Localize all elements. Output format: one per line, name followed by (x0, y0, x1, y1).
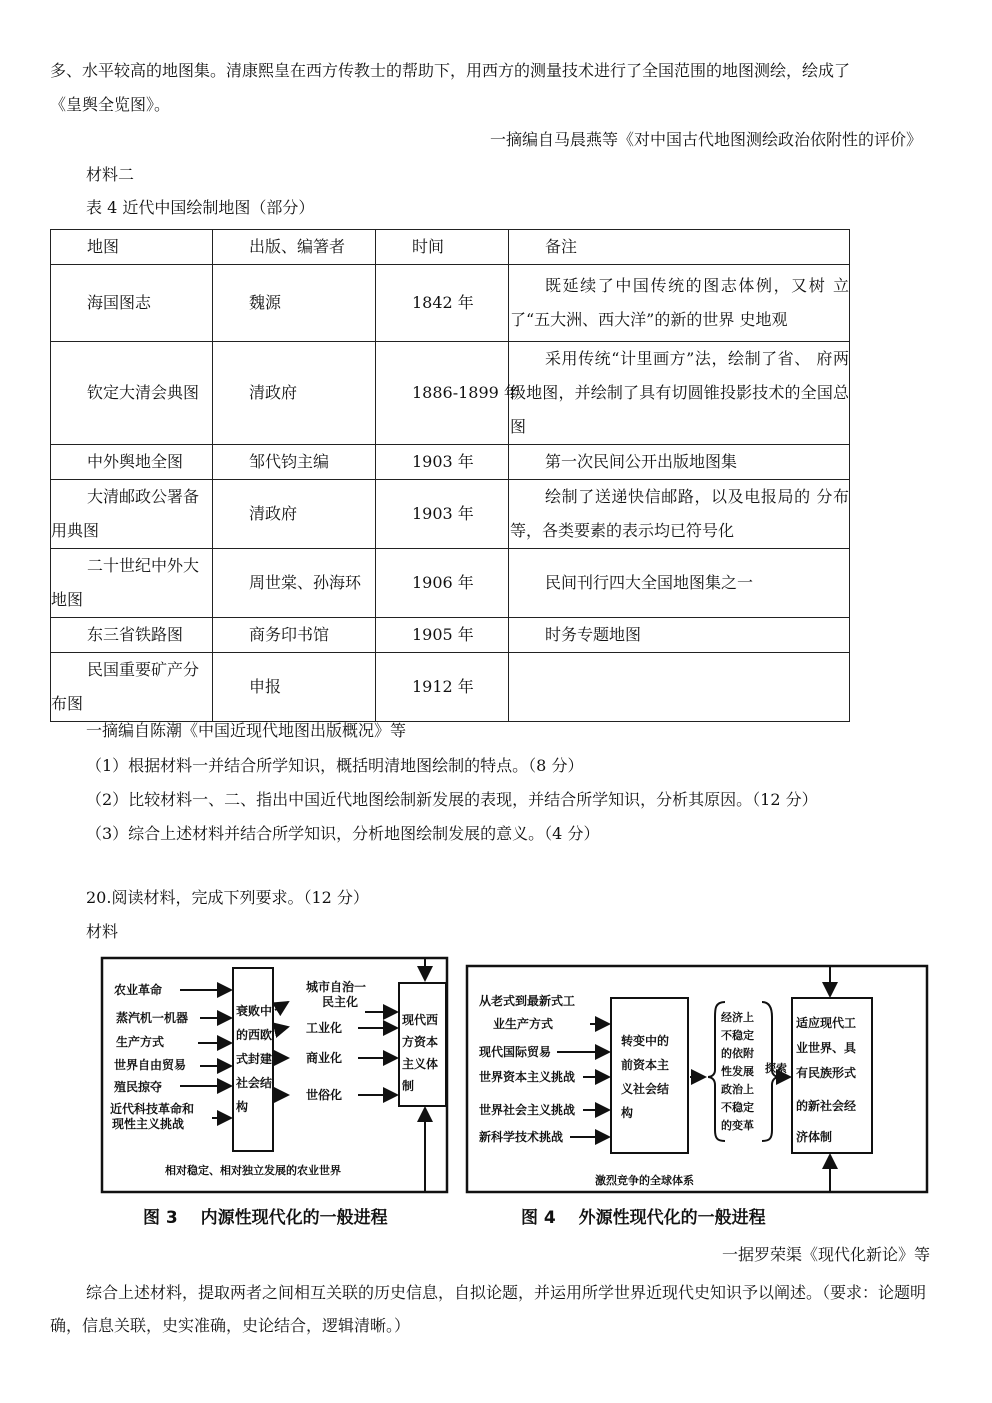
cell-author: 商务印书馆 (213, 618, 376, 653)
cell-time: 1912 年 (376, 653, 509, 722)
fig4-bracket: 经济上 (721, 1011, 754, 1024)
cell-note: 民间刊行四大全国地图集之一 (509, 549, 850, 618)
fig4-result: 有民族形式 (796, 1066, 857, 1080)
cell-time: 1906 年 (376, 549, 509, 618)
fig4-caption: 图 4 外源性现代化的一般进程 (521, 1208, 766, 1228)
cell-note: 绘制了送递快信邮路，以及电报局的 分布等，各类要素的表示均已符号化 (509, 480, 850, 549)
fig3-caption: 图 3 内源性现代化的一般进程 (143, 1208, 388, 1228)
cell-author: 申报 (213, 653, 376, 722)
header-map: 地图 (51, 230, 213, 265)
cell-time: 1903 年 (376, 445, 509, 480)
question-1: （1）根据材料一并结合所学知识，概括明清地图绘制的特点。（8 分） (86, 756, 584, 775)
fig3-branch: 世俗化 (306, 1088, 343, 1102)
fig4-bracket: 的变革 (721, 1119, 754, 1132)
table-row (51, 618, 850, 653)
fig4-result: 济体制 (796, 1130, 833, 1144)
table-row (51, 445, 850, 480)
q20-source: 一据罗荣渠《现代化新论》等 (721, 1245, 930, 1264)
material1-source: 一摘编自马晨燕等《对中国古代地图测绘政治依附性的评价》 (489, 130, 922, 149)
fig4-bracket: 不稳定 (721, 1101, 754, 1114)
fig4-result: 的新社会经 (796, 1099, 857, 1113)
fig4-input: 从老式到最新式工 (479, 994, 576, 1008)
fig3-input: 殖民掠夺 (114, 1080, 163, 1094)
table-header-row (51, 230, 850, 265)
fig3-input: 世界自由贸易 (114, 1058, 187, 1072)
fig3-result: 现代西 (402, 1013, 439, 1027)
fig4-center: 构 (621, 1106, 634, 1120)
fig4-input: 世界社会主义挑战 (479, 1103, 576, 1117)
cell-map: 中外舆地全图 (51, 445, 213, 480)
fig3-center: 衰败中 (236, 1004, 273, 1018)
question-2: （2）比较材料一、二、指出中国近代地图绘制新发展的表现，并结合所学知识，分析其原因。（12 分） (86, 790, 818, 809)
fig3-result: 主义体 (402, 1057, 439, 1071)
table-row (51, 549, 850, 618)
fig4-base: 激烈竞争的全球体系 (595, 1174, 694, 1187)
material2-label: 材料二 (86, 165, 135, 184)
fig3-result: 方资本 (402, 1035, 439, 1049)
fig4-bracket: 性发展 (721, 1065, 754, 1078)
table-title: 表 4 近代中国绘制地图（部分） (86, 198, 315, 217)
cell-note: 采用传统“计里画方”法，绘制了省、 府两级地图，并绘制了具有切圆锥投影技术的全国总图 (509, 342, 850, 445)
cell-map: 大清邮政公署备用典图 (51, 480, 213, 549)
fig3-branch: 工业化 (306, 1021, 343, 1035)
q20-prompt: 综合上述材料，提取两者之间相互关联的历史信息，自拟论题，并运用所学世界近现代史知识予以阐述。（要求：论题明确，信息关联，史实准确，史论结合，逻辑清晰。） (50, 1283, 927, 1335)
fig4-input: 现代国际贸易 (479, 1045, 552, 1059)
fig3-input: 蒸汽机一机器 (116, 1011, 189, 1025)
cell-map: 东三省铁路图 (51, 618, 213, 653)
table-row (51, 653, 850, 722)
table-row (51, 342, 850, 445)
fig3-branch: 城市自治一 (306, 980, 367, 994)
cell-author: 魏源 (213, 265, 376, 342)
fig4-center: 义社会结 (621, 1082, 670, 1096)
fig3-result: 制 (402, 1079, 415, 1093)
fig4-explore: 探索 (765, 1062, 787, 1075)
header-note: 备注 (509, 230, 850, 265)
maps-table (50, 229, 850, 722)
cell-note: 既延续了中国传统的图志体例，又树 立了“五大洲、西大洋”的新的世界 史地观 (509, 265, 850, 342)
fig3-base: 相对稳定、相对独立发展的农业世界 (165, 1164, 341, 1177)
fig3-center: 构 (236, 1100, 249, 1114)
cell-time: 1842 年 (376, 265, 509, 342)
q20-title: 20.阅读材料，完成下列要求。（12 分） (86, 888, 369, 907)
fig3-center: 式封建 (236, 1052, 273, 1066)
fig4-center: 转变中的 (621, 1034, 670, 1048)
fig3-input: 生产方式 (116, 1035, 165, 1049)
fig4-center: 前资本主 (621, 1058, 670, 1072)
cell-author: 清政府 (213, 342, 376, 445)
q20-label: 材料 (86, 922, 119, 941)
fig4-center-box (611, 998, 688, 1153)
material1-line1: 多、水平较高的地图集。清康熙皇在西方传教士的帮助下，用西方的测量技术进行了全国范围的地图测绘，绘成了 (50, 61, 851, 80)
material1-line2: 《皇舆全览图》。 (50, 95, 171, 114)
figure-3 (100, 955, 450, 1201)
cell-author: 周世棠、孙海环 (213, 549, 376, 618)
question-3: （3）综合上述材料并结合所学知识，分析地图绘制发展的意义。（4 分） (86, 824, 600, 843)
material2-source: 一摘编自陈潮《中国近现代地图出版概况》等 (86, 721, 407, 740)
figure-4 (465, 955, 931, 1201)
fig3-center: 的西欧 (236, 1028, 273, 1042)
cell-author: 邹代钧主编 (213, 445, 376, 480)
cell-map: 海国图志 (51, 265, 213, 342)
cell-map: 钦定大清会典图 (51, 342, 213, 445)
table-row (51, 480, 850, 549)
fig4-bracket: 不稳定 (721, 1029, 754, 1042)
cell-map: 二十世纪中外大地图 (51, 549, 213, 618)
header-author: 出版、编箸者 (213, 230, 376, 265)
cell-author: 清政府 (213, 480, 376, 549)
header-time: 时间 (376, 230, 509, 265)
fig3-input: 近代科技革命和 (110, 1102, 195, 1116)
fig3-branch: 民主化 (322, 995, 359, 1009)
fig4-input: 世界资本主义挑战 (479, 1070, 576, 1084)
fig3-center: 社会结 (236, 1076, 273, 1090)
fig3-input: 现性主义挑战 (112, 1117, 185, 1131)
fig3-branch: 商业化 (306, 1051, 343, 1065)
cell-time: 1903 年 (376, 480, 509, 549)
cell-note: 第一次民间公开出版地图集 (509, 445, 850, 480)
fig4-input: 业生产方式 (493, 1017, 554, 1031)
fig4-bracket: 政治上 (721, 1083, 754, 1096)
fig4-bracket: 的依附 (721, 1047, 754, 1060)
cell-map: 民国重要矿产分布图 (51, 653, 213, 722)
fig4-result: 适应现代工 (796, 1016, 857, 1030)
cell-time: 1905 年 (376, 618, 509, 653)
fig3-input: 农业革命 (114, 983, 163, 997)
cell-note: 时务专题地图 (509, 618, 850, 653)
fig4-result: 业世界、具 (796, 1041, 857, 1055)
fig4-input: 新科学技术挑战 (479, 1130, 564, 1144)
table-row (51, 265, 850, 342)
cell-note (509, 653, 850, 722)
cell-time: 1886-1899 年 (376, 342, 509, 445)
